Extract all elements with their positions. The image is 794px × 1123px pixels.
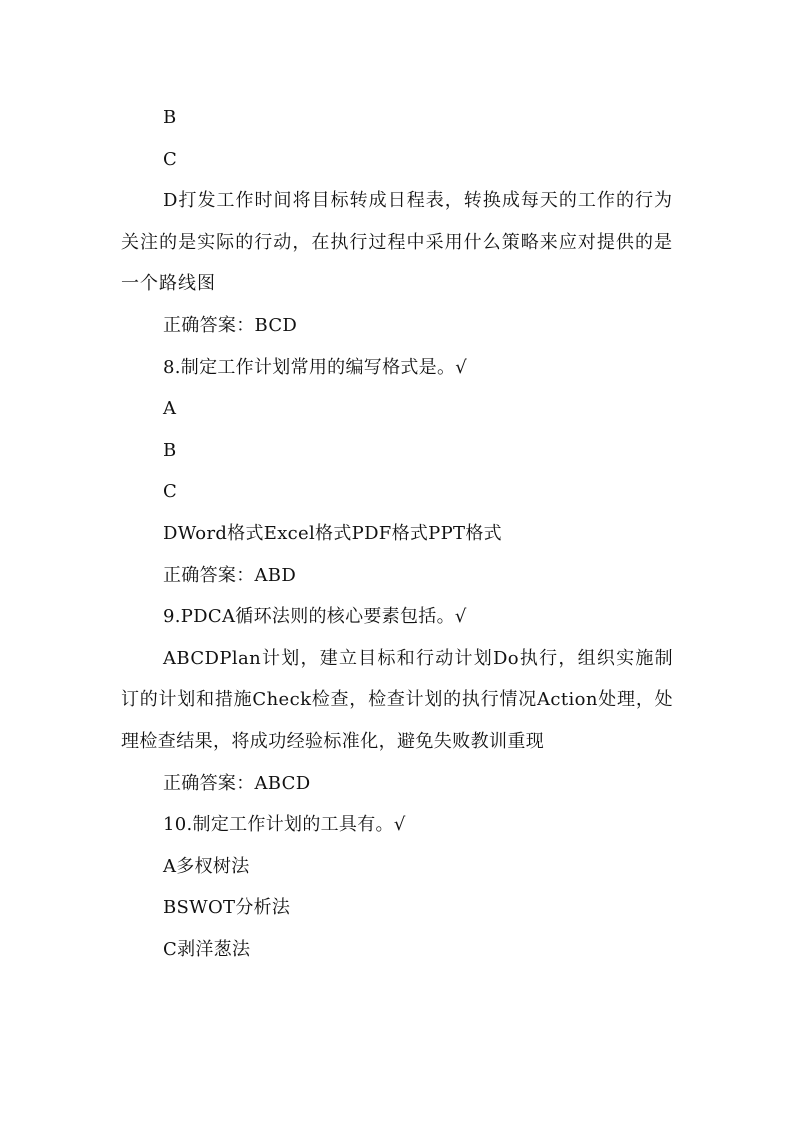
q8-option-b: B: [163, 439, 177, 461]
q8-option-d: DWord格式Excel格式PDF格式PPT格式: [163, 522, 502, 544]
q7-option-d: D打发工作时间将目标转成日程表，转换成每天的工作的行为关注的是实际的行动，在执行过程中采用什么策略来应对提供的是一个路线图: [121, 190, 673, 295]
q10-question: 10.制定工作计划的工具有。√: [163, 814, 406, 836]
q7-option-b: B: [163, 107, 177, 128]
q8-answer: 正确答案：ABD: [163, 564, 297, 586]
q8-option-a: A: [163, 398, 177, 420]
q10-option-b: BSWOT分析法: [163, 897, 291, 919]
q8-option-c: C: [163, 481, 178, 503]
q9-options: ABCDPlan计划，建立目标和行动计划Do执行，组织实施制订的计划和措施Check检查，检查计划的执行情况Action处理，处理检查结果，将成功经验标准化，避免失败教训重现: [121, 647, 673, 752]
q9-question: 9.PDCA循环法则的核心要素包括。√: [163, 606, 467, 628]
q8-question: 8.制定工作计划常用的编写格式是。√: [163, 356, 468, 378]
q10-option-a: A多杈树法: [163, 855, 250, 877]
q7-answer: 正确答案：BCD: [163, 314, 298, 336]
q9-answer: 正确答案：ABCD: [163, 772, 311, 794]
q10-option-c: C剥洋葱法: [163, 938, 251, 960]
document-body: [121, 97, 673, 970]
q7-option-c: C: [163, 148, 178, 170]
